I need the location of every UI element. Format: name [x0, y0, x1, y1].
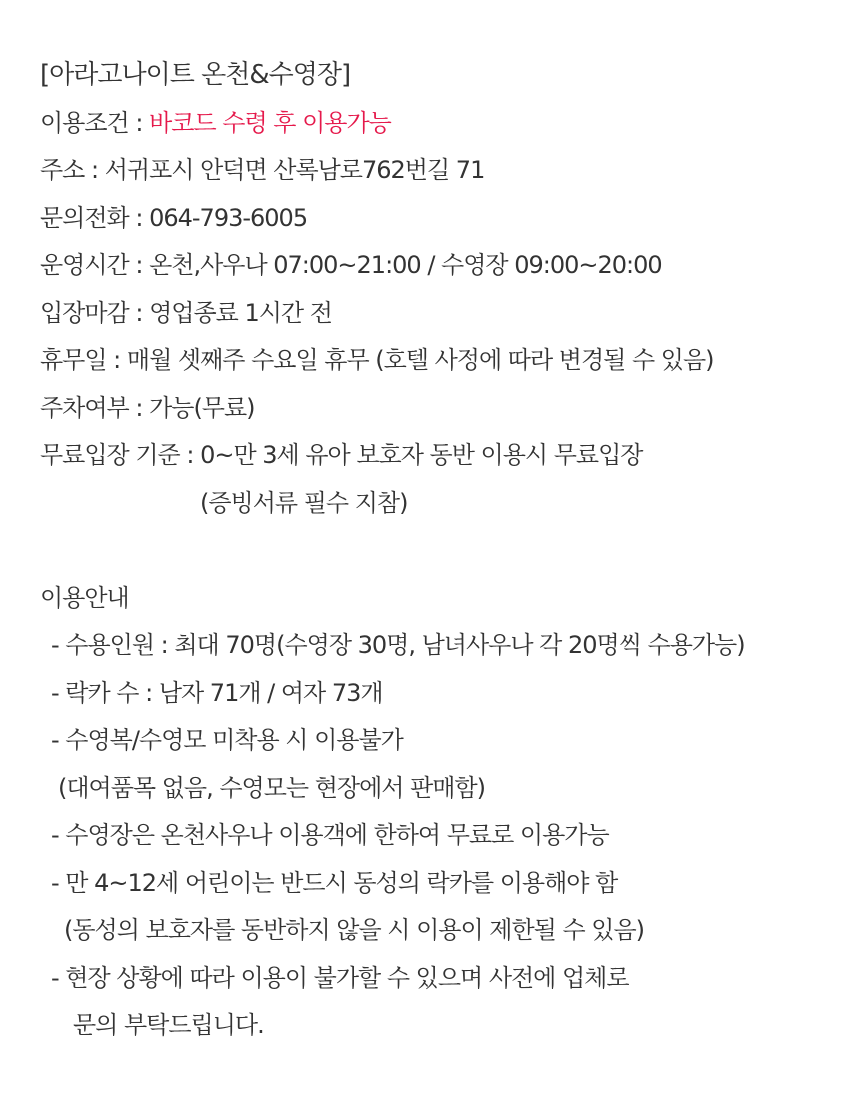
spacer — [40, 527, 840, 575]
usage-condition-value: 바코드 수령 후 이용가능 — [149, 108, 391, 137]
guide-heading: 이용안내 — [40, 583, 129, 612]
guide-item-children-note: (동성의 보호자를 동반하지 않을 시 이용이 제한될 수 있음) — [64, 916, 644, 944]
guide-item-capacity: - 수용인원 : 최대 70명(수영장 30명, 남녀사우나 각 20명씩 수용가능) — [51, 631, 745, 659]
facility-info-document — [40, 52, 840, 1050]
hours-row: 운영시간 : 온천,사우나 07:00~21:00 / 수영장 09:00~20:00 — [40, 251, 662, 279]
phone-row: 문의전화 : 064-793-6005 — [40, 203, 308, 232]
address-row: 주소 : 서귀포시 안덕면 산록남로762번길 71 — [40, 156, 485, 184]
guide-item-availability: - 현장 상황에 따라 이용이 불가할 수 있으며 사전에 업체로 — [51, 963, 629, 992]
usage-condition-label: 이용조건 : — [40, 108, 150, 137]
guide-item-swimwear: - 수영복/수영모 미착용 시 이용불가 — [51, 726, 403, 754]
guide-item-availability-cont: 문의 부탁드립니다. — [73, 1011, 264, 1039]
usage-condition-row — [40, 100, 840, 148]
closed-day-row: 휴무일 : 매월 셋째주 수요일 휴무 (호텔 사정에 따라 변경될 수 있음) — [40, 346, 714, 374]
guide-item-swimwear-note: (대여품목 없음, 수영모는 현장에서 판매함) — [58, 773, 485, 802]
free-entry-note: (증빙서류 필수 지참) — [200, 488, 408, 517]
guide-item-lockers: - 락카 수 : 남자 71개 / 여자 73개 — [51, 678, 383, 707]
free-entry-row: 무료입장 기준 : 0~만 3세 유아 보호자 동반 이용시 무료입장 — [40, 441, 643, 469]
parking-row: 주차여부 : 가능(무료) — [40, 393, 255, 422]
guide-item-children: - 만 4~12세 어린이는 반드시 동성의 락카를 이용해야 함 — [51, 868, 618, 897]
facility-title: [아라고나이트 온천&수영장] — [40, 60, 351, 90]
guide-item-pool-free: - 수영장은 온천사우나 이용객에 한하여 무료로 이용가능 — [51, 821, 609, 849]
last-entry-row: 입장마감 : 영업종료 1시간 전 — [40, 298, 332, 327]
